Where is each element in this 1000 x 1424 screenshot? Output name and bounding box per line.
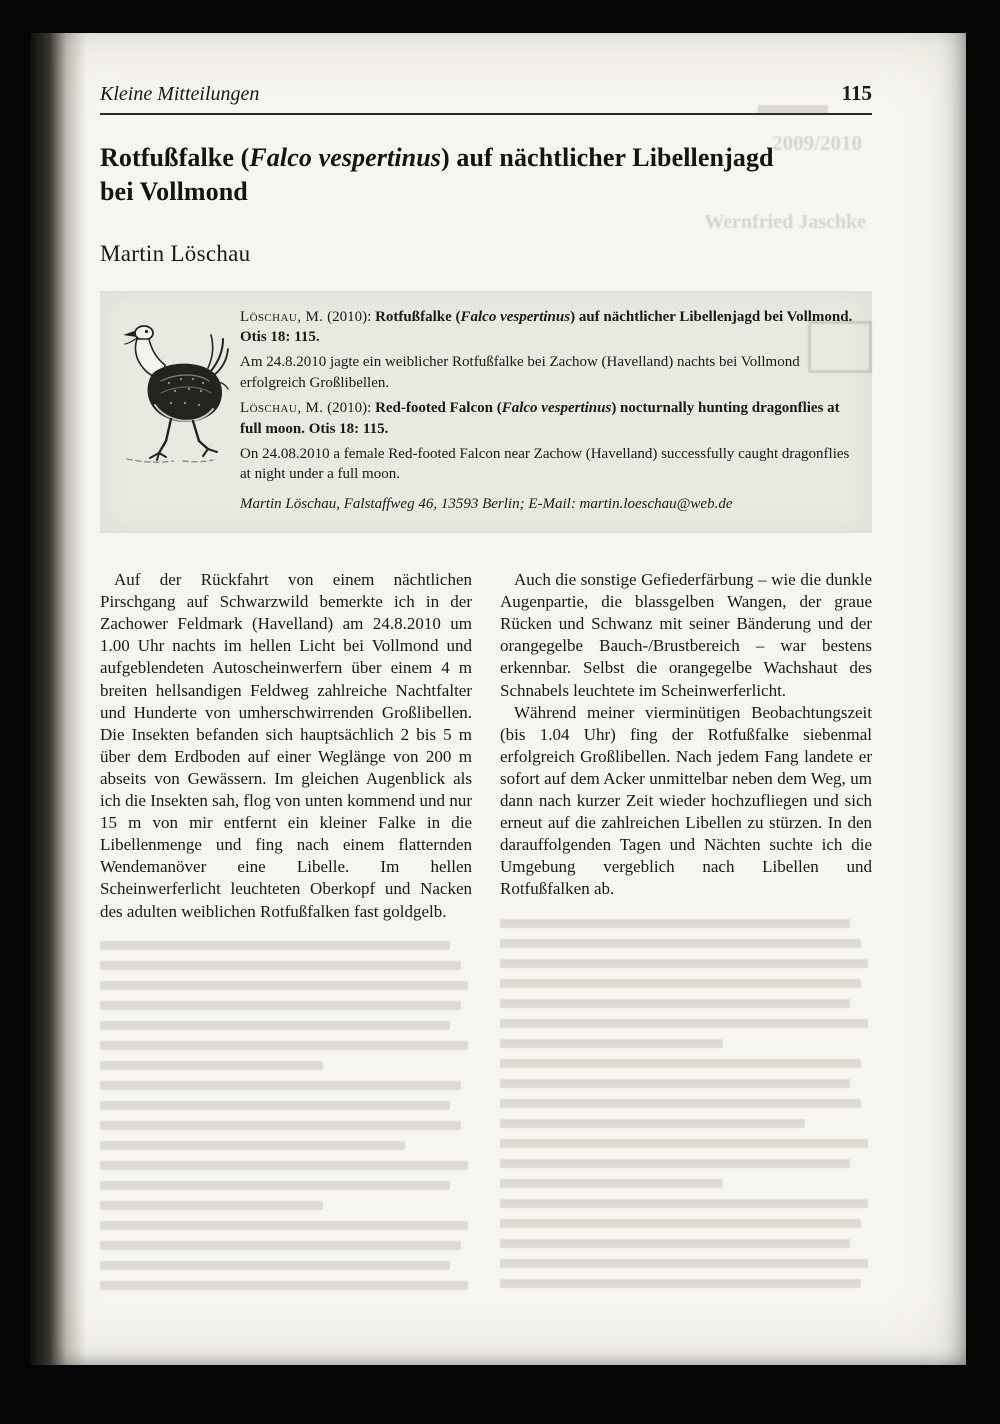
citation-en-title-1: Red-footed Falcon ( [375,400,502,417]
title-line2: bei Vollmond [100,176,248,206]
citation-en-species: Falco vespertinus [501,400,612,417]
body-columns [100,569,872,1301]
body-paragraph: Während meiner vierminütigen Beobachtungszeit (bis 1.04 Uhr) fing der Rotfußfalke siebenmal erfolgreich Großlibellen. Nach jedem Fang landete er sofort auf dem Acker unmittelbar neben dem Weg, um dann nach kurzer Zeit wieder hochzufliegen und sich erneut auf die zahlreichen Libellen zu stürzen. In den darauffolgenden Tagen und Nächten suchte ich die Umgebung vergeblich nach Libellen und Rotfußfalken ab. [500,702,872,899]
citation-de-title-2: ) auf nächtlicher Libellenjagd bei Vollmond. Otis 18: 115. [240,308,853,345]
showthrough-left-column [100,941,472,1290]
citation-english [240,398,856,439]
column-left [100,569,472,1301]
citation-en-year: (2010): [323,400,376,417]
body-paragraph: Auch die sonstige Gefiederfärbung – wie die dunkle Augenpartie, die blassgelben Wangen, der graue Rücken und Schwanz mit seiner Bänderung und der orangegelbe Bauch-/Brustbereich – war bestens erkennbar. Selbst die orangegelbe Wachshaut des Schnabels leuchtete im Scheinwerferlicht. [500,570,872,700]
page-content [100,81,872,1301]
title-pre: Rotfußfalke ( [100,143,250,172]
citation-de-title-1: Rotfußfalke ( [375,308,461,325]
author-address: Martin Löschau, Falstaffweg 46, 13593 Berlin; E-Mail: martin.loeschau@web.de [240,495,733,512]
page-number: 115 [841,81,872,105]
article-title [100,141,872,209]
citation-en-title-2: ) nocturnally hunting dragonflies at full moon. Otis 18: 115. [240,400,840,437]
section-header: Kleine Mitteilungen [100,83,260,105]
title-species-italic: Falco vespertinus [249,143,442,172]
citation-de-author: Löschau, M. [240,308,324,325]
bustard-illustration [111,313,229,465]
column-right [500,569,872,1301]
citation-de-species: Falco vespertinus [460,308,571,325]
showthrough-right-column [500,919,872,1288]
showthrough-year: 2009/2010 [772,131,862,155]
showthrough-name: Wernfried Jaschke [704,211,866,233]
summary-english: On 24.08.2010 a female Red-footed Falcon near Zachow (Havelland) successfully caught dragonflies at night under a full moon. [240,445,850,483]
body-paragraph: Auf der Rückfahrt von einem nächtlichen Pirschgang auf Schwarzwild bemerkte ich in der Zachower Feldmark (Havelland) am 24.8.2010 um 1.00 Uhr nachts im hellen Licht bei Vollmond und aufgeblendeten Autoscheinwerfern über einem 4 m breiten hellsandigen Feldweg zahlreiche Nachtfalter und Hunderte von umherschwirrenden Großlibellen. Die Insekten befanden sich hauptsächlich 2 bis 5 m über dem Erdboden auf einer Weglänge von 200 m abseits von Gewässern. Im gleichen Augenblick als ich die Insekten sah, flog von unten kommend und nur 15 m von mir entfernt ein kleiner Falke in die Libellenmenge und fing nach einem flatternden Wendemanöver eine Libelle. Im hellen Scheinwerferlicht leuchteten Oberkopf und Nacken des adulten weiblichen Rotfußfalken fast goldgelb. [100,570,472,921]
paper-page [30,33,966,1365]
summary-german: Am 24.8.2010 jagte ein weiblicher Rotfußfalke bei Zachow (Havelland) nachts bei Vollmond erfolgreich Großlibellen. [240,354,800,391]
citation-de-year: (2010): [323,308,376,325]
abstract-text [240,307,856,520]
author-name: Martin Löschau [100,240,251,266]
abstract-box [100,291,872,534]
title-post: ) auf nächtlicher Libellenjagd [441,143,774,172]
citation-german [240,307,856,348]
illustration-wrap [106,307,234,520]
running-header [100,81,872,115]
citation-en-author: Löschau, M. [240,400,324,417]
